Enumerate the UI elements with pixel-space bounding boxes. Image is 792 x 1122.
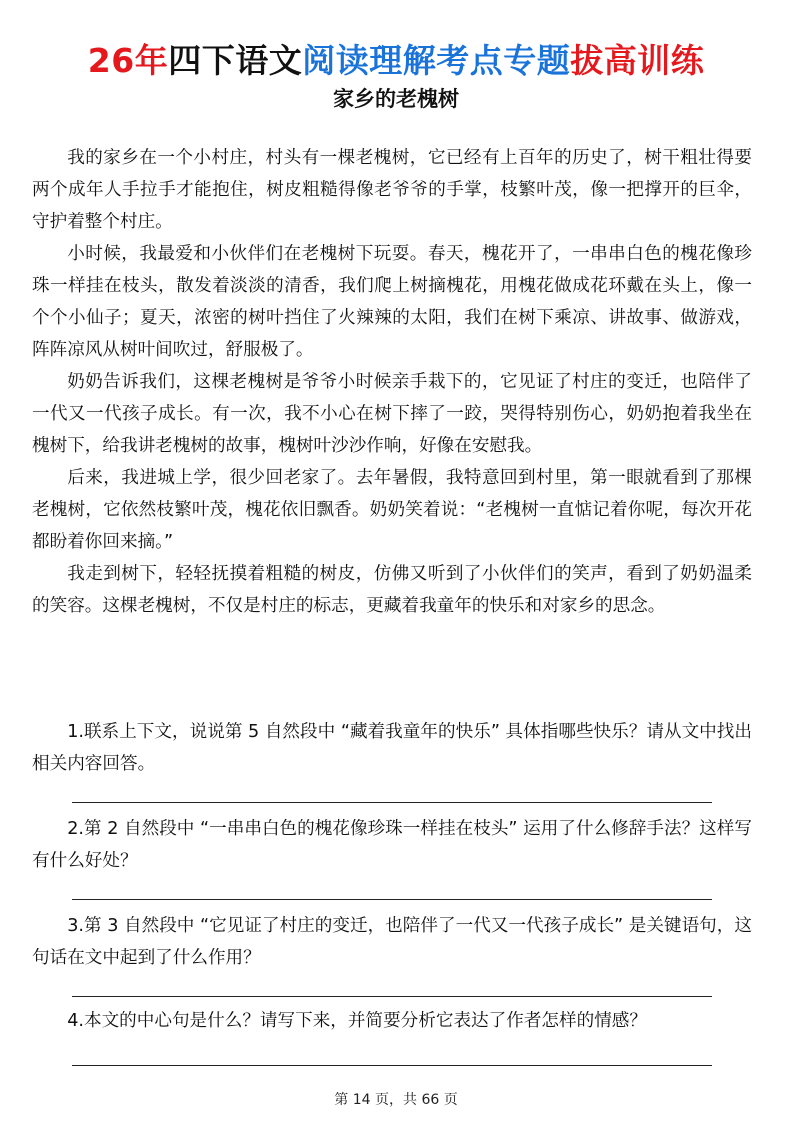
article-paragraph-1: 我的家乡在一个小村庄，村头有一棵老槐树，它已经有上百年的历史了，树干粗壮得要两个成年人手拉手才能抱住，树皮粗糙得像老爷爷的手掌，枝繁叶茂，像一把撑开的巨伞，守护着整个村庄。: [32, 148, 752, 232]
article-paragraph-3: 奶奶告诉我们，这棵老槐树是爷爷小时候亲手栽下的，它见证了村庄的变迁，也陪伴了一代又一代孩子成长。有一次，我不小心在树下摔了一跤，哭得特别伤心，奶奶抱着我坐在槐树下，给我讲老槐树的故事，槐树叶沙沙作响，好像在安慰我。: [32, 372, 752, 456]
questions-section: [32, 716, 752, 1066]
question-2: [32, 813, 752, 900]
header-title-part-topic: 阅读理解考点专题: [302, 41, 571, 80]
question-2-text: 2.第 2 自然段中 “一串串白色的槐花像珍珠一样挂在枝头” 运用了什么修辞手法？这样写有什么好处？: [32, 819, 752, 871]
worksheet-header-title: [0, 38, 792, 84]
article-body: [32, 142, 752, 622]
article-title: 家乡的老槐树: [333, 87, 459, 111]
page-footer: 第 14 页，共 66 页: [334, 1092, 458, 1108]
question-1-text: 1.联系上下文，说说第 5 自然段中 “藏着我童年的快乐” 具体指哪些快乐？请从文中找出相关内容回答。: [32, 722, 752, 774]
answer-line-1[interactable]: [72, 802, 712, 803]
article-paragraph-4: 后来，我进城上学，很少回老家了。去年暑假，我特意回到村里，第一眼就看到了那棵老槐树，它依然枝繁叶茂，槐花依旧飘香。奶奶笑着说：“老槐树一直惦记着你呢，每次开花都盼着你回来摘。”: [32, 468, 752, 552]
header-title-part-training: 拔高训练: [570, 41, 705, 80]
answer-line-3[interactable]: [72, 996, 712, 997]
question-4: [32, 1005, 752, 1066]
question-3-text: 3.第 3 自然段中 “它见证了村庄的变迁，也陪伴了一代又一代孩子成长” 是关键语句，这句话在文中起到了什么作用？: [32, 916, 752, 968]
question-1: [32, 716, 752, 803]
header-title-part-grade: 四下语文: [168, 41, 303, 80]
question-4-text: 4.本文的中心句是什么？请写下来，并简要分析它表达了作者怎样的情感？: [67, 1011, 647, 1031]
answer-line-4[interactable]: [72, 1065, 712, 1066]
header-title-part-year: 26年: [87, 41, 169, 80]
article-paragraph-2: 小时候，我最爱和小伙伴们在老槐树下玩耍。春天，槐花开了，一串串白色的槐花像珍珠一样挂在枝头，散发着淡淡的清香，我们爬上树摘槐花，用槐花做成花环戴在头上，像一个个小仙子；夏天，浓密的树叶挡住了火辣辣的太阳，我们在树下乘凉、讲故事、做游戏，阵阵凉风从树叶间吹过，舒服极了。: [32, 244, 752, 360]
question-3: [32, 910, 752, 997]
article-paragraph-5: 我走到树下，轻轻抚摸着粗糙的树皮，仿佛又听到了小伙伴们的笑声，看到了奶奶温柔的笑容。这棵老槐树，不仅是村庄的标志，更藏着我童年的快乐和对家乡的思念。: [32, 564, 752, 616]
answer-line-2[interactable]: [72, 899, 712, 900]
